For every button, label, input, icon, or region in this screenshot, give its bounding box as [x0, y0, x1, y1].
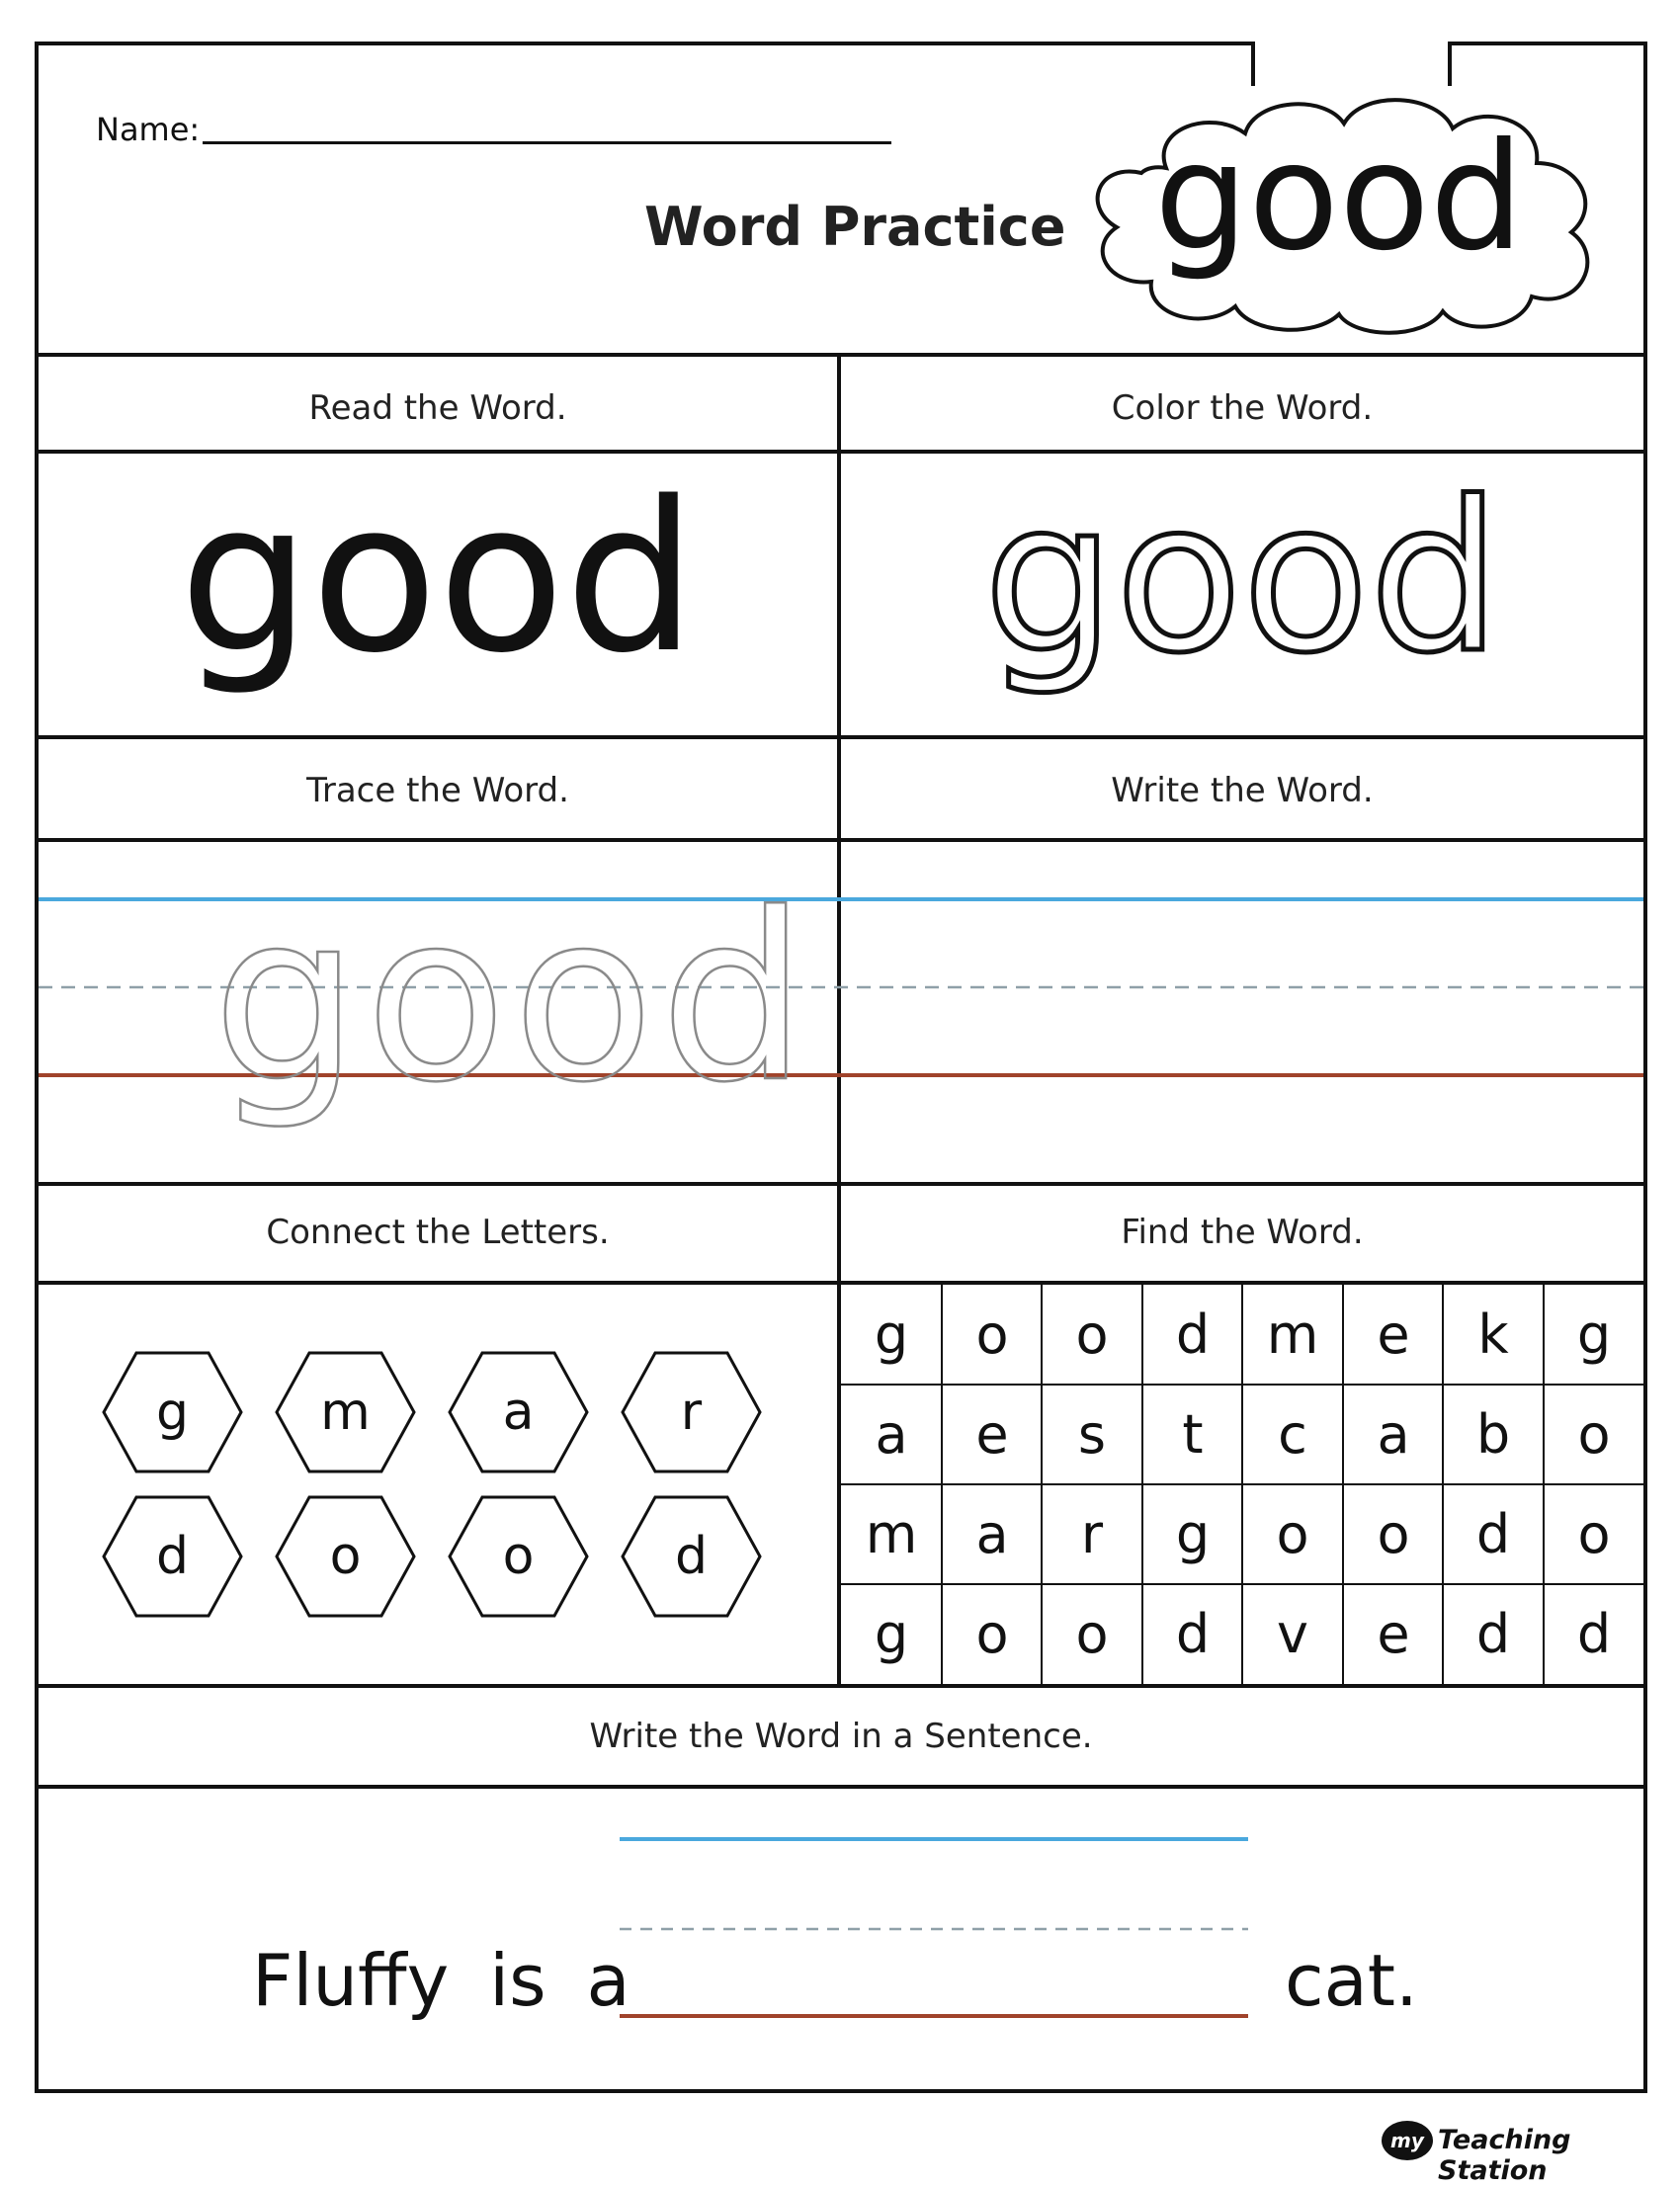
- connect-title: Connect the Letters.: [266, 1213, 610, 1252]
- frame-top-right: [1448, 42, 1647, 45]
- name-line[interactable]: [203, 141, 891, 144]
- word-search-cell[interactable]: e: [1377, 1603, 1410, 1665]
- word-search-cell[interactable]: g: [1576, 1303, 1612, 1366]
- sentence-title: Write the Word in a Sentence.: [589, 1717, 1093, 1756]
- hex-letter[interactable]: [101, 1494, 244, 1619]
- write-area[interactable]: [841, 842, 1643, 1182]
- frame-bottom: [35, 2089, 1647, 2093]
- read-word: good: [179, 457, 697, 699]
- word-search-cell[interactable]: o: [1075, 1303, 1109, 1366]
- word-search-cell[interactable]: d: [1576, 1603, 1612, 1665]
- word-search-cell[interactable]: g: [874, 1603, 909, 1665]
- hex-letter[interactable]: [620, 1350, 763, 1474]
- hex-letter[interactable]: [447, 1494, 590, 1619]
- divider-5: [35, 1182, 1647, 1186]
- word-search-cell[interactable]: d: [1475, 1503, 1511, 1565]
- divider-8: [35, 1785, 1647, 1789]
- word-search-cell[interactable]: d: [1175, 1303, 1211, 1366]
- hex-letter-text: g: [155, 1383, 189, 1442]
- divider-2: [35, 450, 1647, 454]
- hex-letter[interactable]: [274, 1494, 417, 1619]
- hex-letter[interactable]: [101, 1350, 244, 1474]
- word-search-cell[interactable]: o: [1075, 1603, 1109, 1665]
- word-search-cell[interactable]: g: [1175, 1503, 1211, 1565]
- word-search-cell[interactable]: c: [1278, 1403, 1307, 1466]
- word-search-cell[interactable]: m: [1266, 1303, 1319, 1366]
- word-search-grid: [841, 1285, 1643, 1684]
- write-title: Write the Word.: [1111, 771, 1374, 810]
- word-search-cell[interactable]: o: [1276, 1503, 1309, 1565]
- sentence-blank[interactable]: [620, 1833, 1248, 2021]
- divider-3: [35, 735, 1647, 739]
- trace-title: Trace the Word.: [306, 771, 569, 810]
- word-search-cell[interactable]: o: [1377, 1503, 1410, 1565]
- header-word: good: [1154, 112, 1524, 284]
- word-search-cell[interactable]: d: [1175, 1603, 1211, 1665]
- hex-letter-text: a: [502, 1383, 535, 1442]
- word-search-cell[interactable]: e: [975, 1403, 1009, 1466]
- trace-word-dotted[interactable]: good: [212, 865, 813, 1134]
- frame-top-left: [35, 42, 1254, 45]
- hex-letter-text: o: [502, 1527, 535, 1586]
- name-label: Name:: [96, 111, 201, 148]
- word-search-cell[interactable]: d: [1475, 1603, 1511, 1665]
- word-search-cell[interactable]: b: [1475, 1403, 1511, 1466]
- word-search-cell[interactable]: s: [1077, 1403, 1107, 1466]
- word-search-cell[interactable]: t: [1182, 1403, 1204, 1466]
- page-title: Word Practice: [644, 196, 1066, 258]
- word-search-cell[interactable]: o: [1577, 1403, 1611, 1466]
- brand-logo-text: my: [1390, 2129, 1424, 2152]
- word-search-cell[interactable]: r: [1080, 1503, 1104, 1565]
- color-word-outline[interactable]: good: [983, 457, 1501, 699]
- word-search-cell[interactable]: k: [1477, 1303, 1509, 1366]
- word-search-cell[interactable]: a: [1377, 1403, 1410, 1466]
- word-search-cell[interactable]: m: [865, 1503, 918, 1565]
- hex-letter-text: m: [320, 1383, 371, 1442]
- word-search-cell[interactable]: v: [1277, 1603, 1308, 1665]
- word-search-cell[interactable]: g: [874, 1303, 909, 1366]
- find-title: Find the Word.: [1121, 1213, 1364, 1252]
- hex-letter-text: d: [674, 1527, 708, 1586]
- hex-letter[interactable]: [620, 1494, 763, 1619]
- brand-name: Teaching Station: [1438, 2125, 1571, 2186]
- brand-logo: [1382, 2121, 1433, 2160]
- divider-7: [35, 1684, 1647, 1688]
- hex-letter-text: o: [329, 1527, 362, 1586]
- read-title: Read the Word.: [308, 388, 567, 428]
- divider-1: [35, 353, 1647, 357]
- color-title: Color the Word.: [1111, 388, 1374, 428]
- hex-letter[interactable]: [274, 1350, 417, 1474]
- word-search-cell[interactable]: e: [1377, 1303, 1410, 1366]
- sentence-after: cat.: [1285, 1939, 1418, 2022]
- word-search-cell[interactable]: o: [975, 1303, 1009, 1366]
- word-search-cell[interactable]: a: [975, 1503, 1009, 1565]
- sentence-before: Fluffy is a: [252, 1939, 630, 2022]
- word-search-cell[interactable]: o: [1577, 1503, 1611, 1565]
- word-search-cell[interactable]: a: [875, 1403, 908, 1466]
- word-search-cell[interactable]: o: [975, 1603, 1009, 1665]
- hex-letter[interactable]: [447, 1350, 590, 1474]
- hex-letter-text: r: [680, 1383, 703, 1442]
- hex-letter-text: d: [155, 1527, 189, 1586]
